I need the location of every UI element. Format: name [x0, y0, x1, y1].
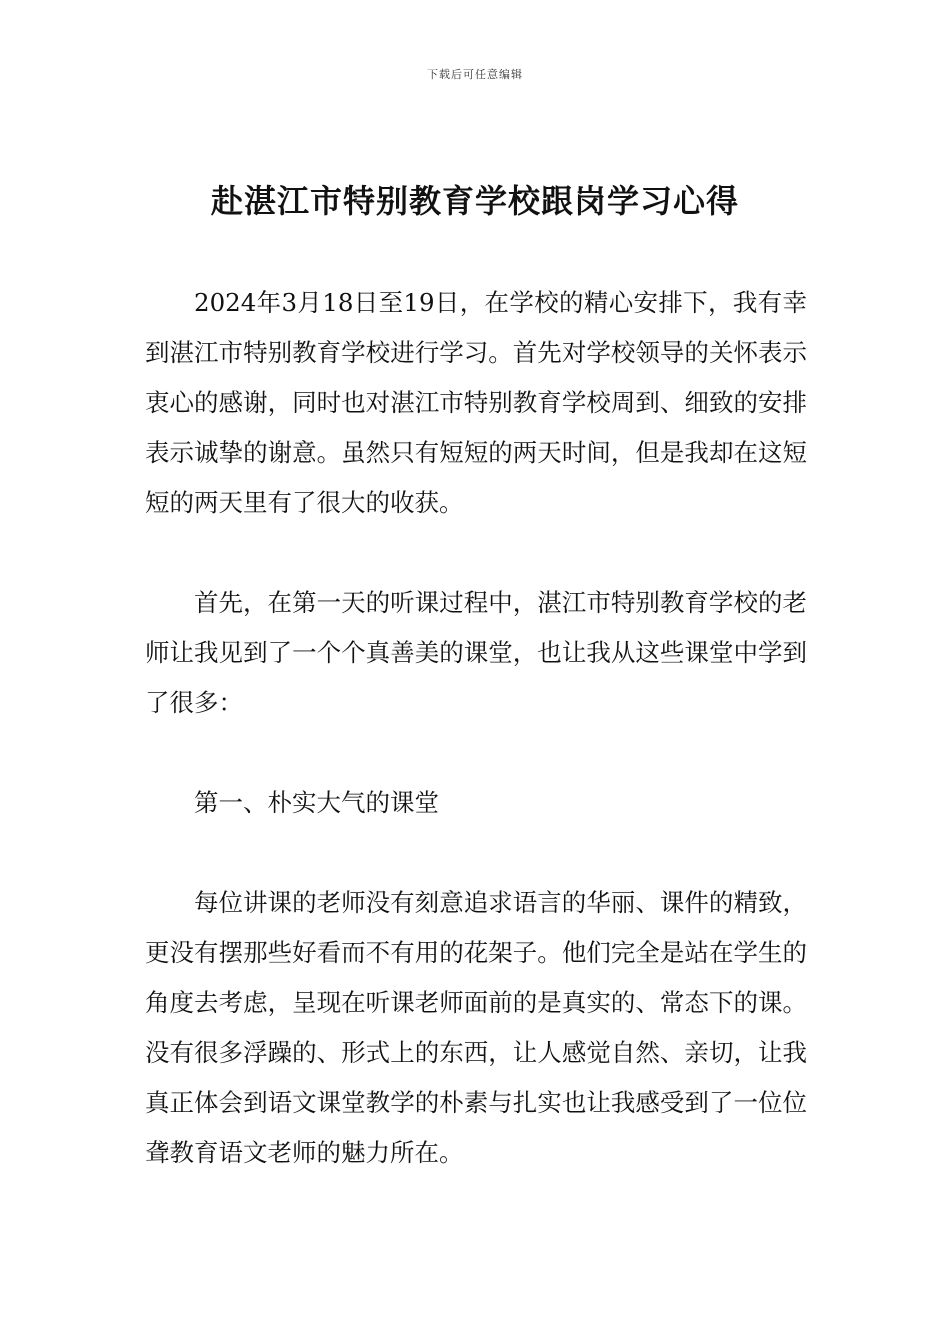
paragraph-first-day: 首先，在第一天的听课过程中，湛江市特别教育学校的老师让我见到了一个个真善美的课堂，也让我从这些课堂中学到了很多：: [145, 588, 807, 717]
document-body: [145, 278, 807, 1178]
document-title: 赴湛江市特别教育学校跟岗学习心得: [210, 182, 739, 220]
header-note: 下载后可任意编辑: [427, 68, 523, 81]
section-heading-first: 第一、朴实大气的课堂: [194, 788, 439, 817]
paragraph-plain-classroom: 每位讲课的老师没有刻意追求语言的华丽、课件的精致，更没有摆那些好看而不有用的花架子。他们完全是站在学生的角度去考虑，呈现在听课老师面前的是真实的、常态下的课。没有很多浮躁的、形式上的东西，让人感觉自然、亲切，让我真正体会到语文课堂教学的朴素与扎实也让我感受到了一位位聋教育语文老师的魅力所在。: [145, 888, 807, 1167]
paragraph-intro: 2024年3月18日至19日，在学校的精心安排下，我有幸到湛江市特别教育学校进行学习。首先对学校领导的关怀表示衷心的感谢，同时也对湛江市特别教育学校周到、细致的安排表示诚挚的谢意。虽然只有短短的两天时间，但是我却在这短短的两天里有了很大的收获。: [145, 288, 807, 517]
